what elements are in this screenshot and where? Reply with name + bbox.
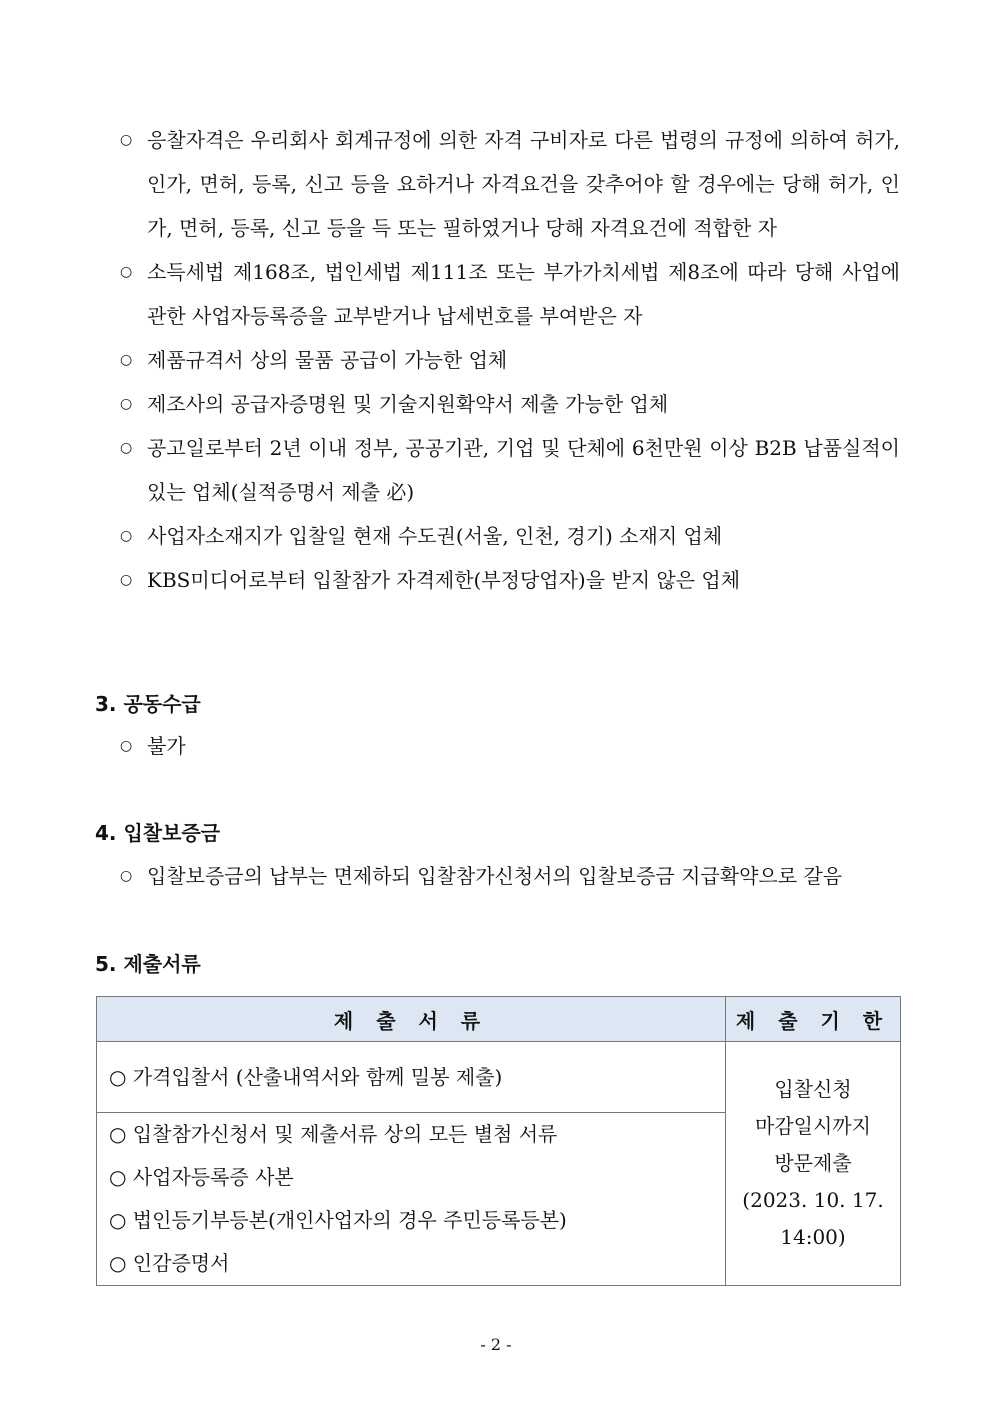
deadline-line: 방문제출 [774, 1151, 852, 1175]
list-item [120, 118, 900, 250]
list-item [120, 558, 900, 602]
list-item-text: 소득세법 제168조, 법인세법 제111조 또는 부가가치세법 제8조에 따라 당해 사업에 관한 사업자등록증을 교부받거나 납세번호를 부여받은 자 [147, 260, 900, 328]
page-number: - 2 - [480, 1335, 512, 1354]
list-item-text: 입찰보증금의 납부는 면제하되 입찰참가신청서의 입찰보증금 지급확약으로 갈음 [147, 864, 843, 888]
doc-cell-other-documents [97, 1113, 726, 1286]
deadline-line: 14:00) [780, 1225, 846, 1249]
list-item [120, 854, 900, 898]
doc-item: ○ 가격입찰서 (산출내역서와 함께 밀봉 제출) [109, 1064, 503, 1089]
section-4-title: 4. 입찰보증금 [95, 821, 221, 845]
section-4-body [120, 854, 900, 898]
section-5-title: 5. 제출서류 [95, 952, 201, 976]
list-item-text: 제조사의 공급자증명원 및 기술지원확약서 제출 가능한 업체 [147, 392, 669, 416]
deadline-line: (2023. 10. 17. [742, 1188, 884, 1212]
list-item [120, 426, 900, 514]
list-item-text: 공고일로부터 2년 이내 정부, 공공기관, 기업 및 단체에 6천만원 이상 B2B 납품실적이 있는 업체(실적증명서 제출 必) [147, 436, 900, 504]
doc-item: ○ 인감증명서 [109, 1251, 230, 1275]
deadline-line: 마감일시까지 [755, 1114, 871, 1138]
list-item-text: KBS미디어로부터 입찰참가 자격제한(부정당업자)을 받지 않은 업체 [147, 568, 741, 592]
bullet-mark: ○ [120, 264, 133, 280]
header-documents: 제 출 서 류 [97, 997, 726, 1042]
doc-cell-price-bid [97, 1042, 726, 1113]
section-3-title: 3. 공동수급 [95, 692, 201, 716]
deadline-cell [726, 1042, 901, 1286]
submission-documents-table [96, 996, 901, 1286]
list-item-text: 응찰자격은 우리회사 회계규정에 의한 자격 구비자로 다른 법령의 규정에 의하여 허가, 인가, 면허, 등록, 신고 등을 요하거나 자격요건을 갖추어야 할 경우에는 당해 허가, 인가, 면허, 등록, 신고 등을 득 또는 필하였거나 당해 자격요건에 적합한 자 [147, 128, 900, 240]
header-deadline: 제 출 기 한 [726, 997, 901, 1042]
list-item [120, 338, 900, 382]
list-item-text: 불가 [147, 734, 186, 758]
bullet-mark: ○ [120, 528, 133, 544]
bullet-mark: ○ [120, 440, 133, 456]
doc-item: ○ 법인등기부등본(개인사업자의 경우 주민등록등본) [109, 1208, 567, 1232]
table-row [97, 1042, 901, 1113]
deadline-line: 입찰신청 [774, 1077, 852, 1101]
list-item [120, 514, 900, 558]
list-item [120, 724, 900, 768]
bullet-mark: ○ [120, 132, 133, 148]
qualification-list [120, 118, 900, 602]
bullet-mark: ○ [120, 352, 133, 368]
table-header-row [97, 997, 901, 1042]
bullet-mark: ○ [120, 572, 133, 588]
list-item-text: 사업자소재지가 입찰일 현재 수도권(서울, 인천, 경기) 소재지 업체 [147, 524, 723, 548]
bullet-mark: ○ [120, 868, 133, 884]
list-item [120, 250, 900, 338]
section-3-body [120, 724, 900, 768]
list-item [120, 382, 900, 426]
bullet-mark: ○ [120, 738, 133, 754]
doc-item: ○ 사업자등록증 사본 [109, 1165, 294, 1189]
list-item-text: 제품규격서 상의 물품 공급이 가능한 업체 [147, 348, 508, 372]
doc-item: ○ 입찰참가신청서 및 제출서류 상의 모든 별첨 서류 [109, 1122, 558, 1146]
bullet-mark: ○ [120, 396, 133, 412]
